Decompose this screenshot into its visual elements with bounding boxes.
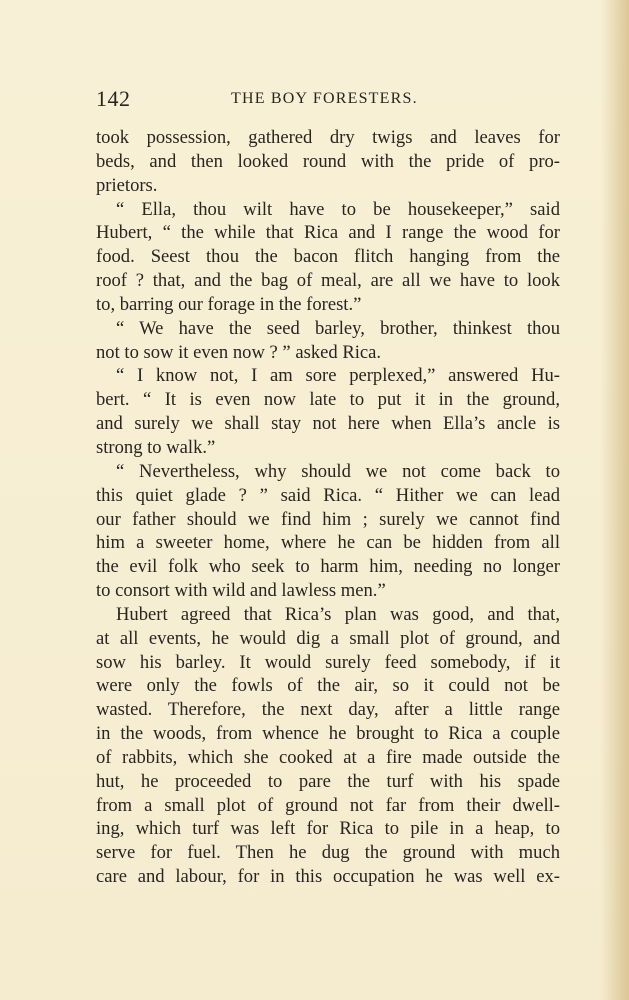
text-line: from a small plot of ground not far from their dwell- — [96, 794, 560, 816]
text-line: “ I know not, I am sore perplexed,” answered Hu- — [116, 365, 560, 387]
text-line: this quiet glade ? ” said Rica. “ Hither we can lead — [96, 484, 560, 506]
text-line: care and labour, for in this occupation he was well ex- — [96, 866, 560, 888]
text-line: not to sow it even now ? ” asked Rica. — [96, 341, 382, 363]
page-number: 142 — [96, 86, 131, 111]
text-line: Hubert, “ the while that Rica and I range the wood for — [96, 222, 560, 244]
text-line: roof ? that, and the bag of meal, are all we have to look — [96, 270, 560, 292]
text-line: were only the fowls of the air, so it could not be — [96, 675, 560, 697]
text-line: Hubert agreed that Rica’s plan was good, and that, — [116, 603, 560, 625]
text-line: “ We have the seed barley, brother, thinkest thou — [116, 317, 560, 339]
text-line: in the woods, from whence he brought to Rica a couple — [96, 723, 560, 745]
text-line: him a sweeter home, where he can be hidden from all — [96, 532, 560, 554]
text-line: “ Nevertheless, why should we not come back to — [116, 460, 560, 482]
text-line: “ Ella, thou wilt have to be housekeeper,” said — [116, 198, 560, 220]
text-line: strong to walk.” — [96, 436, 216, 458]
text-line: took possession, gathered dry twigs and leaves for — [96, 127, 560, 148]
page-header — [96, 86, 560, 114]
text-line: food. Seest thou the bacon flitch hanging from the — [96, 246, 560, 268]
text-line: to, barring our forage in the forest.” — [96, 293, 362, 315]
text-line: our father should we find him ; surely we cannot find — [96, 508, 560, 530]
text-line: to consort with wild and lawless men.” — [96, 580, 386, 602]
text-line: of rabbits, which she cooked at a fire made outside the — [96, 746, 560, 768]
body-text — [96, 126, 560, 889]
text-line: ing, which turf was left for Rica to pile in a heap, to — [96, 818, 560, 840]
text-line: at all events, he would dig a small plot of ground, and — [96, 627, 560, 649]
text-line: beds, and then looked round with the pride of pro- — [96, 150, 560, 172]
text-line: serve for fuel. Then he dug the ground with much — [96, 842, 560, 864]
text-line: hut, he proceeded to pare the turf with his spade — [96, 770, 560, 792]
text-line: and surely we shall stay not here when Ella’s ancle is — [96, 413, 560, 435]
text-line: prietors. — [96, 174, 158, 196]
text-line: wasted. Therefore, the next day, after a little range — [96, 699, 560, 721]
running-title: THE BOY FORESTERS. — [231, 90, 418, 107]
text-line: the evil folk who seek to harm him, needing no longer — [96, 556, 560, 578]
text-line: sow his barley. It would surely feed somebody, if it — [96, 651, 560, 673]
text-line: bert. “ It is even now late to put it in the ground, — [96, 389, 560, 411]
